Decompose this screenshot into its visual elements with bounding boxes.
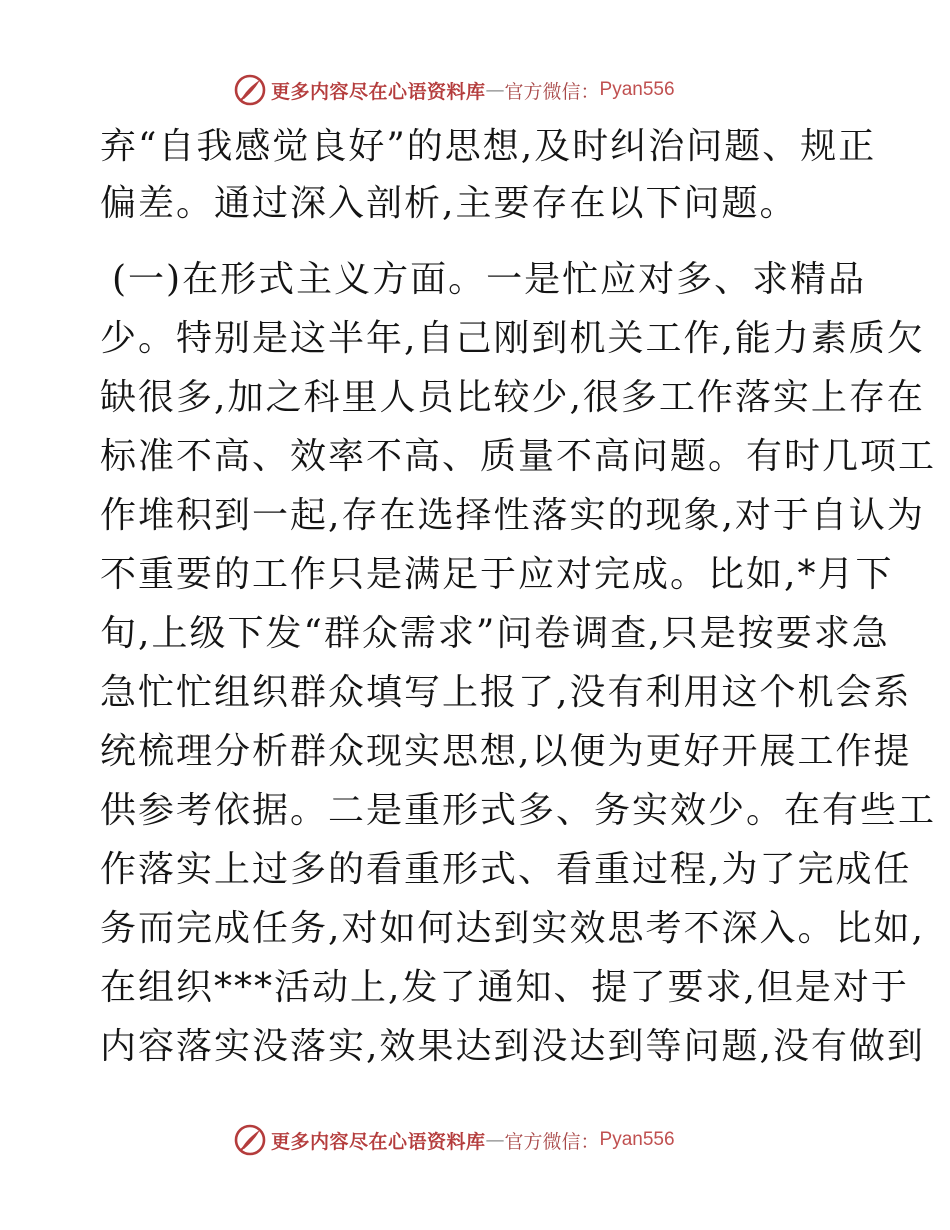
watermark-dash: — [485, 79, 505, 101]
paragraph-2-line-1: (一)在形式主义方面。一是忙应对多、求精品 [112, 259, 867, 300]
paragraph-2-line-2: 少。特别是这半年,自己刚到机关工作,能力素质欠 [100, 318, 925, 359]
paragraph-2-line-11: 作落实上过多的看重形式、看重过程,为了完成任 [100, 849, 912, 890]
watermark-slogan: 更多内容尽在心语资料库 [271, 80, 486, 103]
watermark-slogan: 更多内容尽在心语资料库 [271, 1130, 486, 1153]
paragraph-1-line-2: 偏差。通过深入剖析,主要存在以下问题。 [100, 183, 798, 224]
paragraph-1-line-1: 弃“自我感觉良好”的思想,及时纠治问题、规正 [100, 126, 877, 167]
paragraph-2-line-3: 缺很多,加之科里人员比较少,很多工作落实上存在 [100, 377, 925, 418]
watermark-wechat-id: Pyan556 [599, 79, 675, 100]
watermark-wechat-label: 官方微信： [504, 1130, 600, 1153]
quill-logo-icon [233, 73, 267, 107]
paragraph-2-line-8: 急忙忙组织群众填写上报了,没有利用这个机会系 [100, 672, 912, 713]
paragraph-2-line-7: 旬,上级下发“群众需求”问卷调查,只是按要求急 [100, 613, 890, 654]
footer-watermark [233, 1120, 675, 1160]
watermark-dash: — [485, 1129, 505, 1151]
paragraph-2-line-13: 在组织***活动上,发了通知、提了要求,但是对于 [100, 967, 909, 1008]
watermark-wechat-id: Pyan556 [599, 1129, 675, 1150]
paragraph-2-line-12: 务而完成任务,对如何达到实效思考不深入。比如, [100, 908, 925, 949]
paragraph-2-line-14: 内容落实没落实,效果达到没达到等问题,没有做到 [100, 1026, 925, 1067]
watermark-wechat-label: 官方微信： [504, 80, 600, 103]
paragraph-2-line-10: 供参考依据。二是重形式多、务实效少。在有些工 [100, 790, 937, 831]
paragraph-2-line-4: 标准不高、效率不高、质量不高问题。有时几项工 [100, 436, 937, 477]
header-watermark [233, 70, 675, 110]
paragraph-2-line-5: 作堆积到一起,存在选择性落实的现象,对于自认为 [100, 495, 925, 536]
paragraph-2-line-6: 不重要的工作只是满足于应对完成。比如,*月下 [100, 554, 894, 595]
quill-logo-icon [233, 1123, 267, 1157]
paragraph-2-line-9: 统梳理分析群众现实思想,以便为更好开展工作提 [100, 731, 912, 772]
